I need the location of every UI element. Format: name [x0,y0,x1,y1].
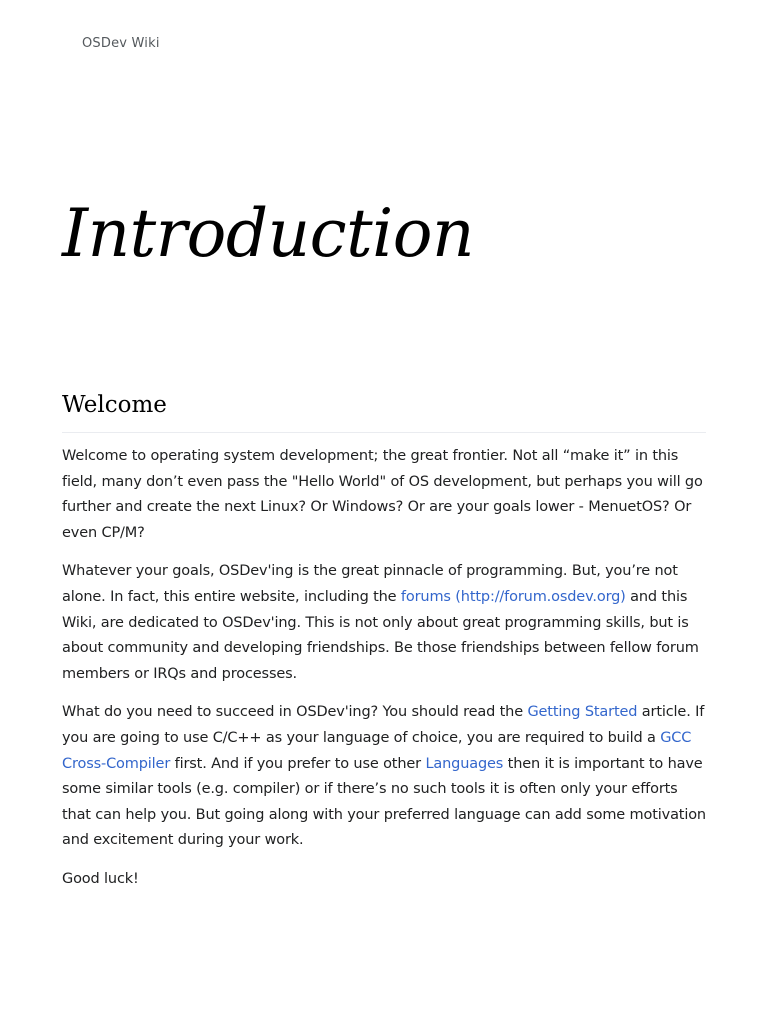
paragraph-requirements [62,700,706,854]
paragraph-text: article. If you are going to use C/C++ as your language of choice, you are required to build a [62,704,705,746]
paragraph-text: Whatever your goals, OSDev'ing is the great pinnacle of programming. But, you’re not alone. In fact, this entire website, including the [62,563,678,605]
forums-link[interactable]: forums (http://forum.osdev.org) [400,588,626,605]
site-name[interactable]: OSDev Wiki [82,36,160,51]
paragraph-text: first. And if you prefer to use other [170,755,426,772]
paragraph-good-luck: Good luck! [62,870,139,887]
section-heading: Welcome [62,388,706,433]
article-content [62,388,706,893]
paragraph-welcome: Welcome to operating system development; the great frontier. Not all “make it” in this field, many don’t even pass the "Hello World" of OS development, but perhaps you will go further and create the next Linux? Or Windows? Or are your goals lower - MenuetOS? Or even CP/M? [62,448,703,541]
languages-link[interactable]: Languages [425,755,504,772]
paragraph-text: and this Wiki, are dedicated to OSDev'ing. This is not only about great programming skills, but is about community and developing friendships. Be those friendships between fellow forum members or IRQs and processes. [62,588,699,682]
gcc-cross-compiler-link[interactable]: GCC Cross-Compiler [62,729,692,772]
page-title: Introduction [62,195,474,272]
paragraph-text: What do you need to succeed in OSDev'ing? You should read the [62,704,528,721]
getting-started-link[interactable]: Getting Started [527,704,638,721]
paragraph-goals [62,559,706,687]
paragraph-text: then it is important to have some similar tools (e.g. compiler) or if there’s no such tools it is often only your efforts that can help you. But going along with your preferred language can add some motivation and excitement during your work. [62,755,706,849]
